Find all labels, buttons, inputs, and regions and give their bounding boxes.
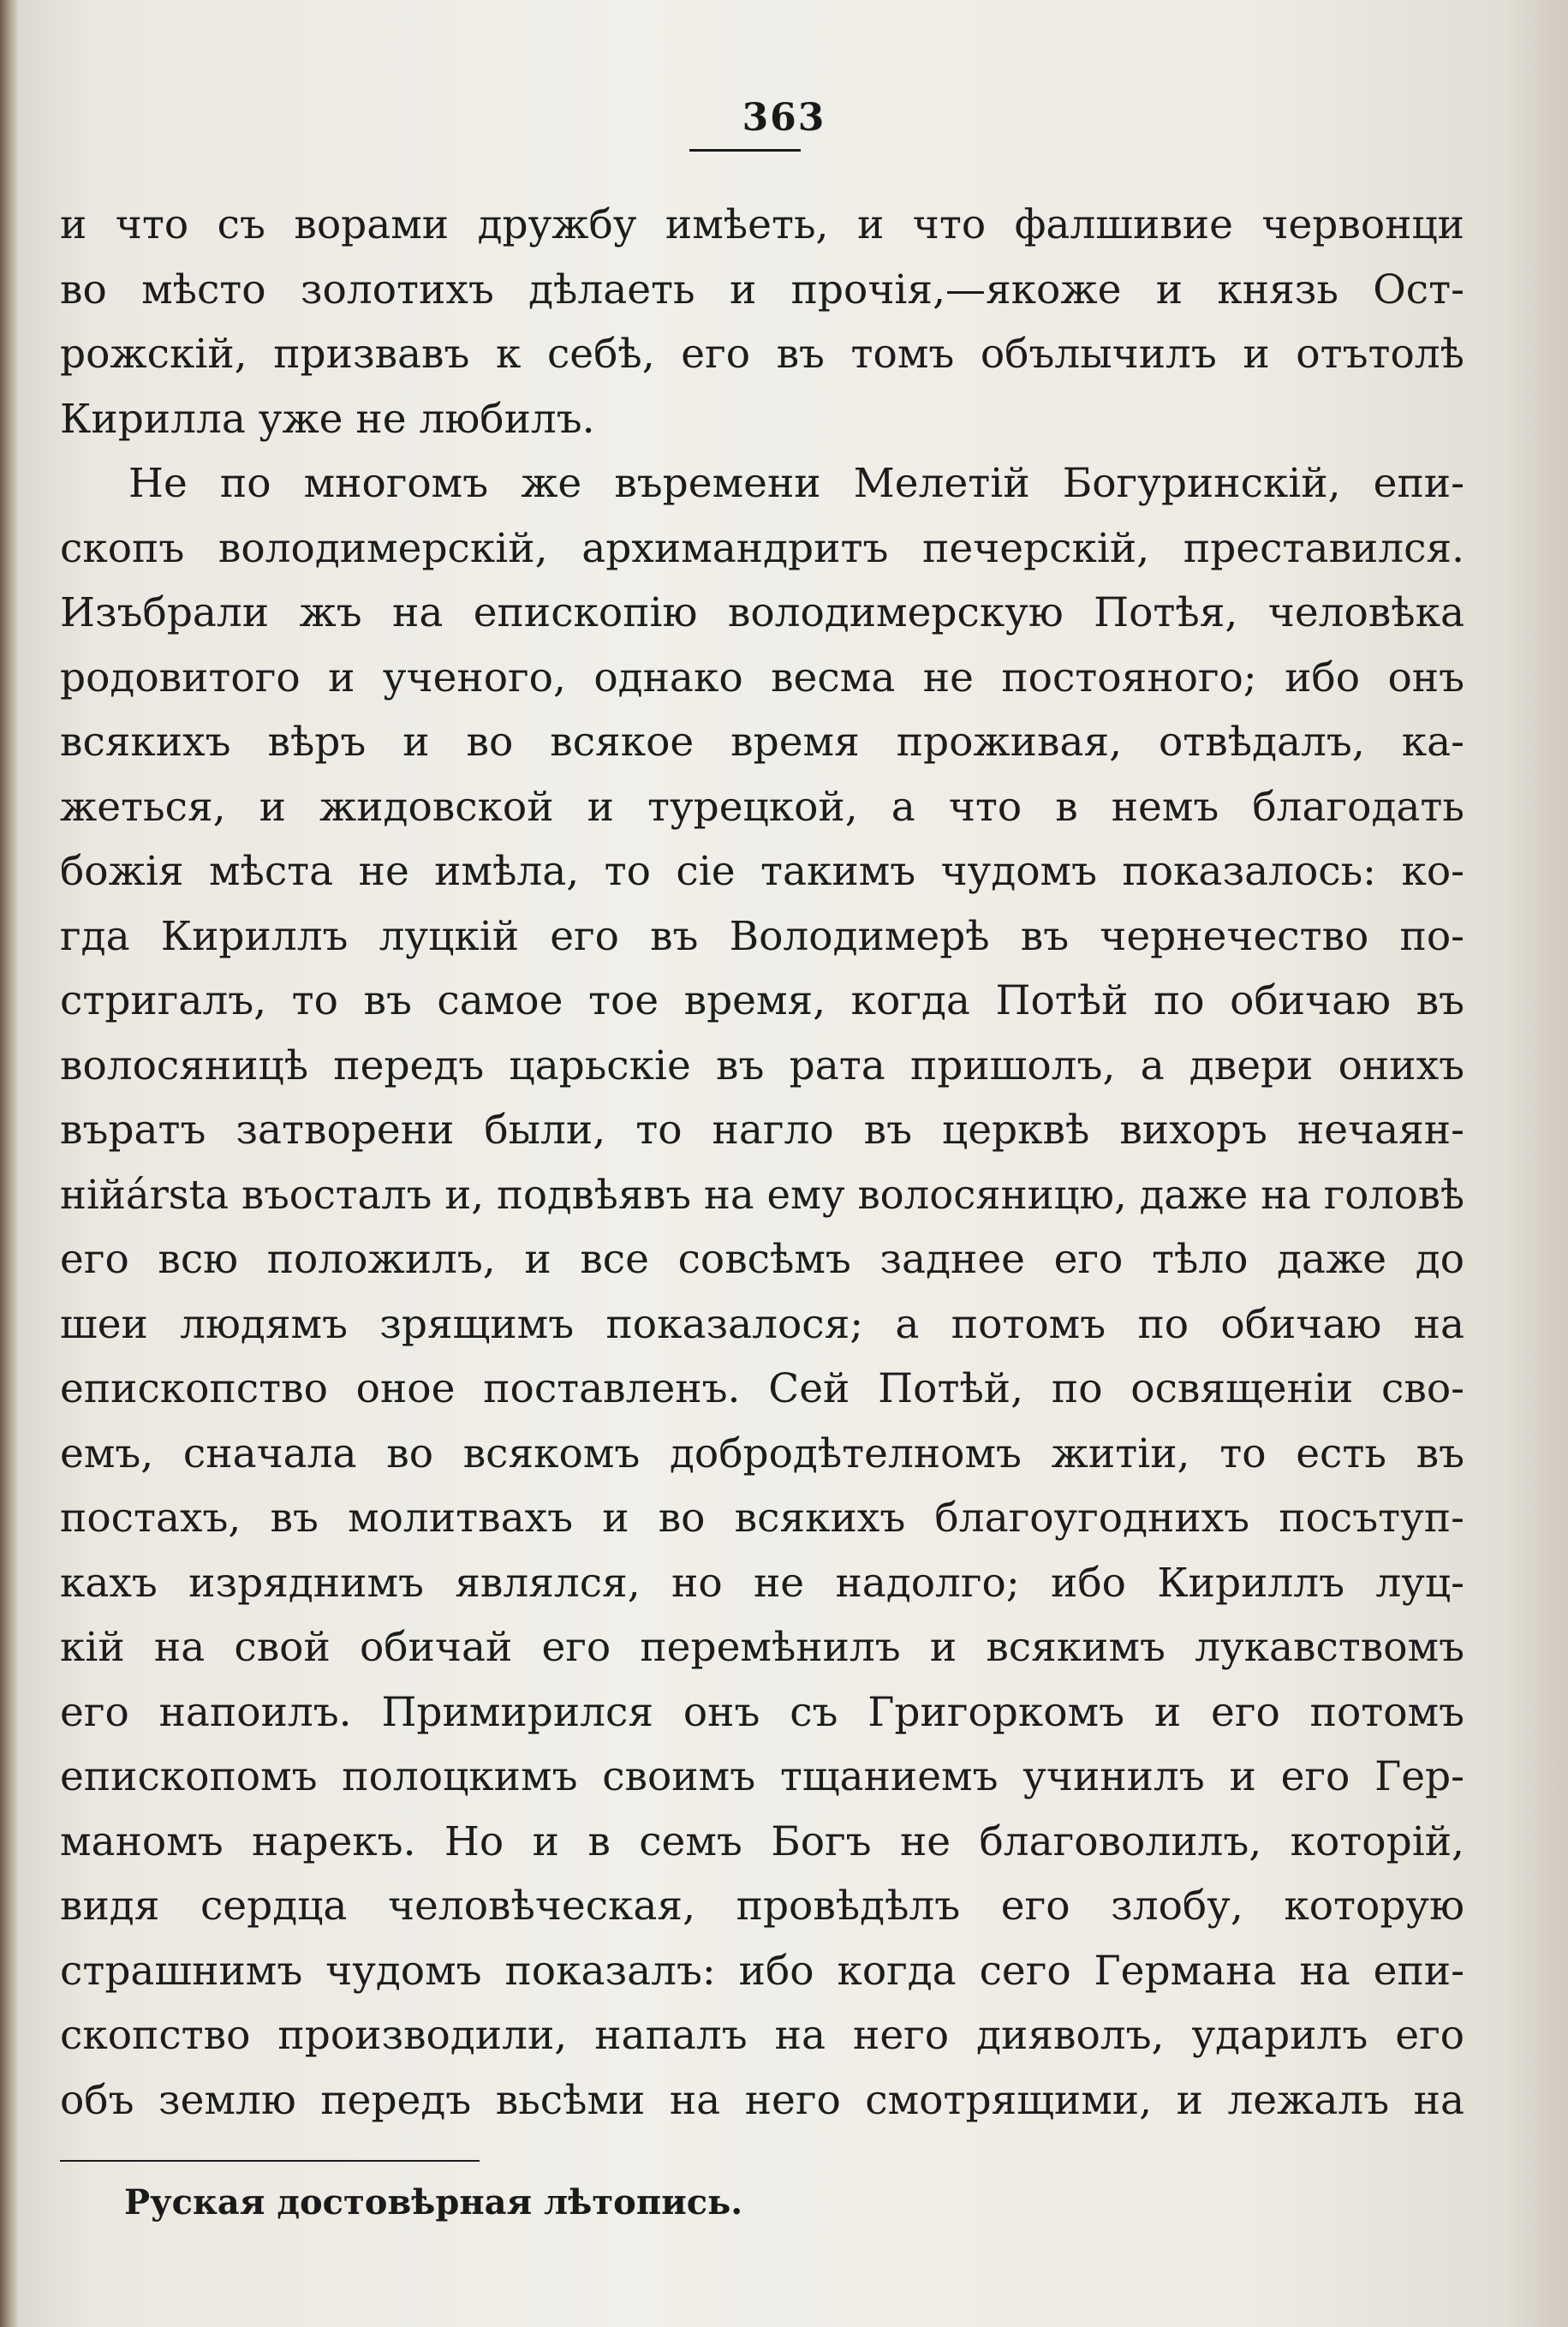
text-line: Изъбрали жъ на епископію володимерскую Потѣя, человѣка xyxy=(60,589,1464,636)
text-line: всякихъ вѣръ и во всякое время проживая, отвѣдалъ, ка- xyxy=(60,719,1464,766)
text-line: божія мѣста не имѣла, то сіе такимъ чудомъ показалось: ко- xyxy=(60,848,1464,895)
text-line: видя сердца человѣческая, провѣдѣлъ его злобу, которую xyxy=(60,1882,1464,1930)
text-line: епископомъ полоцкимъ своимъ тщаниемъ учинилъ и его Гер- xyxy=(60,1753,1464,1800)
text-line: рожскій, призвавъ к себѣ, его въ томъ обълычилъ и отътолѣ xyxy=(60,331,1464,378)
footnote-rule xyxy=(60,2160,480,2162)
text-line: гда Кириллъ луцкій его въ Володимерѣ въ чернечество по- xyxy=(60,912,1464,960)
text-line: шеи людямъ зрящимъ показалося; а потомъ по обичаю на xyxy=(60,1300,1464,1348)
text-line: скопъ володимерскій, архимандритъ печерскій, преставился. xyxy=(60,524,1464,572)
text-line: постахъ, въ молитвахъ и во всякихъ благоугоднихъ посътуп- xyxy=(60,1495,1464,1542)
text-line: его напоилъ. Примирился онъ съ Григоркомъ и его потомъ xyxy=(60,1688,1464,1736)
page-number: 363 xyxy=(742,96,826,140)
body-text xyxy=(60,193,1464,2133)
text-line: стригалъ, то въ самое тое время, когда Потѣй по обичаю въ xyxy=(60,977,1464,1024)
page-binding-edge xyxy=(0,0,19,2327)
text-line: въратъ затворени были, то нагло въ церквѣ вихоръ нечаян- xyxy=(60,1107,1464,1154)
text-line: объ землю передъ вьсѣми на него смотрящими, и лежалъ на xyxy=(60,2076,1464,2124)
text-line: родовитого и ученого, однако весма не постояного; ибо онъ xyxy=(60,653,1464,701)
text-line: емъ, сначала во всякомъ добродѣтелномъ житіи, то есть въ xyxy=(60,1429,1464,1477)
text-line: кій на свой обичай его перемѣнилъ и всякимъ лукавствомъ xyxy=(60,1624,1464,1671)
text-line: во мѣсто золотихъ дѣлаеть и прочія,—якоже и князь Ост- xyxy=(60,266,1464,313)
text-line: епископство оное поставленъ. Сей Потѣй, по освященіи сво- xyxy=(60,1365,1464,1412)
text-line: Кирилла уже не любилъ. xyxy=(60,395,595,443)
page-number-underline xyxy=(689,149,801,152)
text-line: волосяницѣ передъ царьскіе въ рата пришолъ, а двери онихъ xyxy=(60,1041,1464,1089)
text-line: кахъ изряднимъ являлся, но не надолго; ибо Кириллъ луц- xyxy=(60,1559,1464,1607)
text-line: и что съ ворами дружбу имѣеть, и что фалшивие червонци xyxy=(60,201,1464,248)
text-line: нійársta въосталъ и, подвѣявъ на ему волосяницю, даже на головѣ xyxy=(60,1171,1464,1218)
text-line: маномъ нарекъ. Но и в семъ Богъ не благоволилъ, которій, xyxy=(60,1817,1464,1865)
text-line: страшнимъ чудомъ показалъ: ибо когда сего Германа на епи- xyxy=(60,1947,1464,1995)
text-line: Не по многомъ же въремени Мелетій Богуринскій, епи- xyxy=(128,460,1464,507)
text-line: его всю положилъ, и все совсѣмъ заднее его тѣло даже до xyxy=(60,1236,1464,1283)
text-line: жеться, и жидовской и турецкой, а что в немъ благодать xyxy=(60,783,1464,831)
text-line: скопство производили, напалъ на него дияволъ, ударилъ его xyxy=(60,2012,1464,2059)
running-footer: Руская достовѣрная лѣтопись. xyxy=(124,2182,743,2223)
